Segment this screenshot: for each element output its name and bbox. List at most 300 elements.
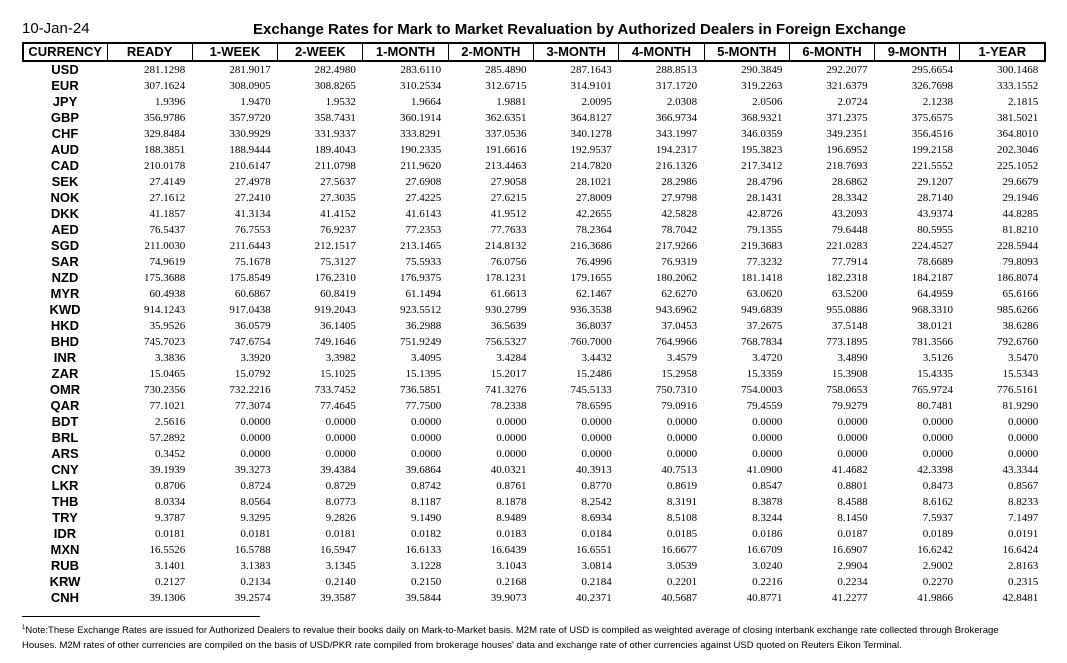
table-row [23, 286, 1045, 302]
rate-cell: 0.0000 [496, 416, 527, 428]
table-row [23, 110, 1045, 126]
rate-cell: 356.4516 [911, 128, 953, 140]
table-header [23, 43, 1045, 61]
rate-cell: 42.2655 [576, 208, 612, 220]
rate-cell: 39.3587 [320, 592, 356, 604]
rate-cell: 27.8009 [576, 192, 612, 204]
rate-cell: 3.4432 [581, 352, 612, 364]
table-row [23, 414, 1045, 430]
rate-cell: 0.0000 [922, 448, 953, 460]
rate-cell: 189.4043 [314, 144, 356, 156]
rate-cell: 28.3342 [831, 192, 868, 204]
rate-cell: 218.7693 [826, 160, 868, 172]
rate-cell: 37.0453 [661, 320, 698, 332]
rate-cell: 0.0181 [155, 528, 186, 540]
rate-cell: 8.3878 [752, 496, 783, 508]
currency-code: QAR [50, 398, 80, 413]
table-row [23, 206, 1045, 222]
currency-code: BRL [51, 430, 79, 445]
rate-cell: 29.6679 [1002, 176, 1039, 188]
currency-code: BDT [51, 414, 79, 429]
header-row [23, 43, 1045, 61]
rate-cell: 3.1383 [240, 560, 271, 572]
rate-cell: 0.0184 [581, 528, 612, 540]
currency-code: MYR [50, 286, 80, 301]
rate-cell: 314.9101 [570, 80, 612, 92]
rate-cell: 0.3452 [155, 448, 186, 460]
rate-cell: 0.2216 [752, 576, 783, 588]
rate-cell: 0.0181 [240, 528, 271, 540]
rate-cell: 0.0000 [922, 432, 953, 444]
rate-cell: 41.2277 [831, 592, 868, 604]
table-row [23, 190, 1045, 206]
rate-cell: 27.4149 [149, 176, 186, 188]
rate-cell: 38.0121 [917, 320, 953, 332]
rate-cell: 61.6613 [490, 288, 527, 300]
rate-cell: 29.1946 [1002, 192, 1039, 204]
rate-cell: 41.4152 [320, 208, 356, 220]
rate-cell: 8.1878 [496, 496, 527, 508]
rate-cell: 219.3683 [741, 240, 783, 252]
rate-cell: 217.3412 [741, 160, 783, 172]
rate-cell: 57.2892 [149, 432, 186, 444]
rate-cell: 181.1418 [741, 272, 783, 284]
rate-cell: 2.0724 [837, 96, 868, 108]
rate-cell: 7.5937 [922, 512, 953, 524]
rate-cell: 76.7553 [234, 224, 271, 236]
rate-cell: 749.1646 [314, 336, 356, 348]
rate-cell: 211.0798 [315, 160, 356, 172]
rate-cell: 0.0185 [666, 528, 698, 540]
rate-cell: 0.0000 [240, 432, 271, 444]
rate-cell: 79.0916 [661, 400, 698, 412]
currency-code: CNY [51, 462, 79, 477]
rate-cell: 0.8724 [240, 480, 271, 492]
footnote-text: Note:These Exchange Rates are issued for Authorized Dealers to revalue their books daily on Mark-to-Market basis. M2M rate of USD is compiled as weighted average of closing interbank exchange rate collected through Brokerage Houses. M2M rates of other currencies are compiled on the basis of USD/PKR rate compiled from brokerage houses' data and exchange rate of other currencies against USD quoted on Reuters Eikon Terminal. [22, 625, 999, 652]
rate-cell: 81.8210 [1002, 224, 1039, 236]
rate-cell: 15.1025 [320, 368, 356, 380]
rate-cell: 61.1494 [405, 288, 442, 300]
rate-cell: 79.6448 [831, 224, 868, 236]
rate-cell: 281.1298 [144, 64, 186, 76]
rate-cell: 186.8074 [997, 272, 1039, 284]
rate-cell: 1.9470 [240, 96, 271, 108]
rate-cell: 0.2315 [1008, 576, 1039, 588]
rate-cell: 60.8419 [320, 288, 356, 300]
rate-cell: 15.3908 [831, 368, 868, 380]
rate-cell: 63.5200 [831, 288, 868, 300]
table-row [23, 158, 1045, 174]
rate-cell: 179.1655 [570, 272, 612, 284]
currency-code: THB [51, 494, 79, 509]
rate-cell: 3.4095 [410, 352, 442, 364]
table-row [23, 510, 1045, 526]
rate-cell: 0.2168 [496, 576, 527, 588]
rate-cell: 27.6215 [490, 192, 527, 204]
rate-cell: 0.0000 [752, 416, 783, 428]
rate-cell: 3.5470 [1008, 352, 1039, 364]
rate-cell: 2.0308 [666, 96, 698, 108]
rate-cell: 3.4284 [496, 352, 527, 364]
rate-cell: 77.7633 [490, 224, 527, 236]
rate-cell: 41.1857 [149, 208, 186, 220]
currency-code: BHD [50, 334, 80, 349]
rate-cell: 15.2017 [490, 368, 527, 380]
rate-cell: 27.3035 [320, 192, 356, 204]
rate-cell: 329.8484 [144, 128, 186, 140]
currency-code: ARS [51, 446, 79, 461]
rate-cell: 0.2201 [666, 576, 698, 588]
table-row [23, 350, 1045, 366]
rate-cell: 36.1405 [320, 320, 356, 332]
rate-cell: 28.1021 [576, 176, 612, 188]
rate-cell: 310.2534 [399, 80, 442, 92]
currency-code: INR [53, 350, 77, 365]
rate-cell: 3.4579 [666, 352, 698, 364]
rate-cell: 356.9786 [144, 112, 186, 124]
rate-cell: 362.6351 [485, 112, 527, 124]
rate-cell: 37.5148 [831, 320, 868, 332]
rate-cell: 764.9966 [655, 336, 698, 348]
rate-cell: 36.2988 [405, 320, 442, 332]
rate-cell: 36.8037 [576, 320, 612, 332]
rate-cell: 758.0653 [826, 384, 868, 396]
table-row [23, 61, 1045, 78]
rate-cell: 0.0187 [837, 528, 868, 540]
rate-cell: 15.2958 [661, 368, 698, 380]
rate-cell: 16.6907 [831, 544, 868, 556]
rate-cell: 76.9319 [661, 256, 698, 268]
table-row [23, 430, 1045, 446]
table-row [23, 382, 1045, 398]
rate-cell: 292.2077 [826, 64, 868, 76]
rate-cell: 188.9444 [229, 144, 271, 156]
rate-cell: 0.0189 [922, 528, 953, 540]
rate-cell: 943.6962 [655, 304, 698, 316]
column-header: 1-MONTH [363, 43, 448, 61]
table-row [23, 590, 1045, 606]
rate-cell: 40.7513 [661, 464, 698, 476]
rate-cell: 0.0000 [666, 432, 698, 444]
rate-cell: 15.1395 [405, 368, 442, 380]
rate-cell: 2.1238 [922, 96, 953, 108]
rate-cell: 0.0000 [837, 416, 868, 428]
rate-cell: 285.4890 [485, 64, 527, 76]
rate-cell: 213.1465 [399, 240, 442, 252]
rate-cell: 331.9337 [314, 128, 356, 140]
rate-cell: 745.5133 [570, 384, 612, 396]
rate-cell: 28.4796 [746, 176, 783, 188]
rate-cell: 8.2542 [581, 496, 612, 508]
rate-cell: 0.0000 [666, 416, 698, 428]
rate-cell: 77.7914 [831, 256, 868, 268]
rate-cell: 39.5844 [405, 592, 442, 604]
rate-cell: 77.3232 [746, 256, 783, 268]
rate-cell: 211.6443 [229, 240, 271, 252]
rate-cell: 3.1043 [496, 560, 527, 572]
rate-cell: 0.0000 [581, 432, 612, 444]
rate-cell: 358.7431 [314, 112, 356, 124]
rate-cell: 307.1624 [144, 80, 186, 92]
rate-cell: 180.2062 [655, 272, 698, 284]
rate-cell: 214.8132 [485, 240, 527, 252]
rate-cell: 221.0283 [826, 240, 868, 252]
footnote [22, 621, 1032, 653]
rate-cell: 27.9798 [661, 192, 698, 204]
rate-cell: 79.9279 [831, 400, 868, 412]
rate-cell: 0.8567 [1008, 480, 1039, 492]
rate-cell: 15.3359 [746, 368, 783, 380]
rate-cell: 16.5947 [320, 544, 356, 556]
rate-cell: 77.2353 [405, 224, 442, 236]
rate-cell: 326.7698 [911, 80, 953, 92]
rate-cell: 42.5828 [661, 208, 698, 220]
rate-cell: 75.3127 [320, 256, 356, 268]
rate-cell: 0.2127 [155, 576, 186, 588]
column-header: 1-YEAR [960, 43, 1045, 61]
currency-code: SGD [50, 238, 80, 253]
rate-cell: 287.1643 [570, 64, 612, 76]
rate-cell: 16.5526 [149, 544, 186, 556]
exchange-rates-table [22, 42, 1046, 606]
rate-cell: 42.8481 [1002, 592, 1039, 604]
rate-cell: 300.1468 [997, 64, 1039, 76]
rate-cell: 3.3836 [155, 352, 186, 364]
rate-cell: 2.5616 [155, 416, 186, 428]
rate-cell: 39.9073 [490, 592, 527, 604]
rate-cell: 7.1497 [1008, 512, 1039, 524]
rate-cell: 349.2351 [826, 128, 868, 140]
currency-code: HKD [50, 318, 80, 333]
currency-code: AUD [50, 142, 80, 157]
rate-cell: 41.3134 [234, 208, 271, 220]
currency-code: CAD [50, 158, 80, 173]
rate-cell: 199.2158 [911, 144, 953, 156]
rate-cell: 211.9620 [400, 160, 442, 172]
rate-cell: 216.1326 [655, 160, 698, 172]
column-header: 2-MONTH [448, 43, 533, 61]
rate-cell: 27.6908 [405, 176, 442, 188]
table-row [23, 222, 1045, 238]
rate-cell: 216.3686 [570, 240, 612, 252]
rate-cell: 27.1612 [149, 192, 186, 204]
rate-cell: 333.8291 [399, 128, 442, 140]
rate-cell: 74.9619 [149, 256, 186, 268]
rate-cell: 212.1517 [314, 240, 356, 252]
rate-cell: 211.0030 [144, 240, 186, 252]
table-row [23, 398, 1045, 414]
rate-cell: 745.7023 [144, 336, 186, 348]
rate-cell: 27.4978 [234, 176, 271, 188]
rate-cell: 76.4996 [576, 256, 612, 268]
rate-cell: 42.8726 [746, 208, 783, 220]
rate-cell: 76.0756 [490, 256, 527, 268]
currency-code: ZAR [51, 366, 79, 381]
table-row [23, 142, 1045, 158]
column-header: 6-MONTH [789, 43, 874, 61]
table-row [23, 462, 1045, 478]
rate-cell: 0.8547 [752, 480, 783, 492]
rate-cell: 27.4225 [405, 192, 442, 204]
table-body [23, 61, 1045, 606]
currency-code: SAR [51, 254, 79, 269]
rate-cell: 202.3046 [997, 144, 1039, 156]
rate-cell: 0.2270 [922, 576, 953, 588]
rate-cell: 2.0506 [752, 96, 783, 108]
rate-cell: 8.1187 [411, 496, 442, 508]
rate-cell: 28.7140 [917, 192, 953, 204]
rate-cell: 38.6286 [1002, 320, 1039, 332]
rate-cell: 0.8729 [325, 480, 356, 492]
rate-cell: 178.1231 [485, 272, 527, 284]
rate-cell: 3.3982 [325, 352, 356, 364]
table-row [23, 494, 1045, 510]
rate-cell: 754.0003 [741, 384, 783, 396]
rate-cell: 175.3688 [144, 272, 186, 284]
currency-code: AED [51, 222, 79, 237]
rate-cell: 62.1467 [576, 288, 612, 300]
rate-cell: 0.0000 [752, 448, 783, 460]
column-header: 4-MONTH [619, 43, 704, 61]
table-row [23, 478, 1045, 494]
rate-cell: 16.6133 [405, 544, 442, 556]
rate-cell: 41.9866 [917, 592, 953, 604]
currency-code: NOK [50, 190, 80, 205]
currency-code: NZD [51, 270, 79, 285]
rate-cell: 0.0000 [410, 432, 442, 444]
rate-cell: 213.4463 [485, 160, 527, 172]
rate-cell: 9.1490 [410, 512, 442, 524]
rate-cell: 290.3849 [741, 64, 783, 76]
rate-cell: 792.6760 [997, 336, 1039, 348]
rate-cell: 773.1895 [826, 336, 868, 348]
rate-cell: 3.1228 [410, 560, 442, 572]
rate-cell: 0.0000 [837, 448, 868, 460]
rate-cell: 16.6709 [746, 544, 783, 556]
rate-cell: 3.3920 [240, 352, 271, 364]
rate-cell: 41.4682 [831, 464, 868, 476]
rate-cell: 16.6677 [661, 544, 698, 556]
rate-cell: 317.1720 [655, 80, 698, 92]
rate-cell: 985.6266 [997, 304, 1039, 316]
rate-cell: 8.6162 [922, 496, 953, 508]
rate-cell: 751.9249 [399, 336, 442, 348]
rate-cell: 0.0000 [1008, 432, 1039, 444]
rate-cell: 39.1939 [149, 464, 186, 476]
currency-code: IDR [53, 526, 77, 541]
rate-cell: 184.2187 [911, 272, 953, 284]
rate-cell: 308.8265 [314, 80, 356, 92]
currency-code: USD [51, 62, 79, 77]
rate-cell: 0.8473 [922, 480, 953, 492]
rate-cell: 0.0000 [666, 448, 698, 460]
footnote-marker: 1 [22, 625, 26, 631]
rate-cell: 0.0000 [496, 432, 527, 444]
table-row [23, 270, 1045, 286]
currency-code: EUR [51, 78, 79, 93]
rate-cell: 371.2375 [826, 112, 868, 124]
rate-cell: 2.9904 [837, 560, 868, 572]
rate-cell: 43.2093 [831, 208, 868, 220]
rate-cell: 0.0000 [1008, 416, 1039, 428]
rate-cell: 40.5687 [661, 592, 698, 604]
rate-cell: 176.9375 [399, 272, 442, 284]
table-row [23, 78, 1045, 94]
currency-code: CNH [50, 590, 80, 605]
rate-cell: 28.6862 [831, 176, 868, 188]
rate-cell: 40.0321 [490, 464, 527, 476]
rate-cell: 27.2410 [234, 192, 271, 204]
rate-cell: 79.4559 [746, 400, 783, 412]
rate-cell: 0.2140 [325, 576, 356, 588]
rate-cell: 8.0773 [325, 496, 356, 508]
table-row [23, 94, 1045, 110]
rate-cell: 15.2486 [576, 368, 612, 380]
currency-code: RUB [50, 558, 80, 573]
table-row [23, 174, 1045, 190]
rate-cell: 321.6379 [826, 80, 868, 92]
rate-cell: 217.9266 [655, 240, 698, 252]
column-header: 3-MONTH [533, 43, 618, 61]
rate-cell: 0.0000 [325, 432, 356, 444]
rate-cell: 0.8706 [155, 480, 186, 492]
rate-cell: 16.5788 [234, 544, 271, 556]
rate-cell: 8.3244 [752, 512, 783, 524]
rate-cell: 0.0000 [325, 416, 356, 428]
table-row [23, 302, 1045, 318]
rate-cell: 77.3074 [234, 400, 271, 412]
rate-cell: 40.3913 [576, 464, 612, 476]
rate-cell: 0.0000 [581, 448, 612, 460]
rate-cell: 9.3787 [155, 512, 186, 524]
rate-cell: 78.7042 [661, 224, 698, 236]
rate-cell: 776.5161 [997, 384, 1039, 396]
rate-cell: 366.9734 [655, 112, 698, 124]
rate-cell: 2.9002 [922, 560, 953, 572]
rate-cell: 968.3310 [911, 304, 953, 316]
rate-cell: 16.6551 [576, 544, 612, 556]
rate-cell: 78.6595 [576, 400, 612, 412]
rate-cell: 288.8513 [655, 64, 698, 76]
rate-cell: 3.5126 [922, 352, 953, 364]
rate-cell: 0.0000 [837, 432, 868, 444]
rate-cell: 340.1278 [570, 128, 612, 140]
rate-cell: 936.3538 [570, 304, 612, 316]
rate-cell: 0.0000 [581, 416, 612, 428]
rate-cell: 1.9396 [155, 96, 186, 108]
rate-cell: 16.6424 [1002, 544, 1039, 556]
currency-code: MXN [50, 542, 80, 557]
rate-cell: 919.2043 [314, 304, 356, 316]
rate-cell: 368.9321 [741, 112, 783, 124]
rate-cell: 63.0620 [746, 288, 783, 300]
rate-cell: 750.7310 [655, 384, 698, 396]
rate-cell: 281.9017 [229, 64, 271, 76]
rate-cell: 0.0181 [325, 528, 356, 540]
rate-cell: 756.5327 [485, 336, 527, 348]
rate-cell: 330.9929 [229, 128, 271, 140]
rate-cell: 80.7481 [917, 400, 953, 412]
rate-cell: 188.3851 [144, 144, 186, 156]
rate-cell: 39.4384 [320, 464, 356, 476]
rate-cell: 27.9058 [490, 176, 527, 188]
rate-cell: 221.5552 [911, 160, 953, 172]
currency-code: OMR [49, 382, 81, 397]
rate-cell: 41.9512 [490, 208, 527, 220]
rate-cell: 0.2184 [581, 576, 612, 588]
rate-cell: 765.9724 [911, 384, 953, 396]
rate-cell: 2.8163 [1008, 560, 1039, 572]
